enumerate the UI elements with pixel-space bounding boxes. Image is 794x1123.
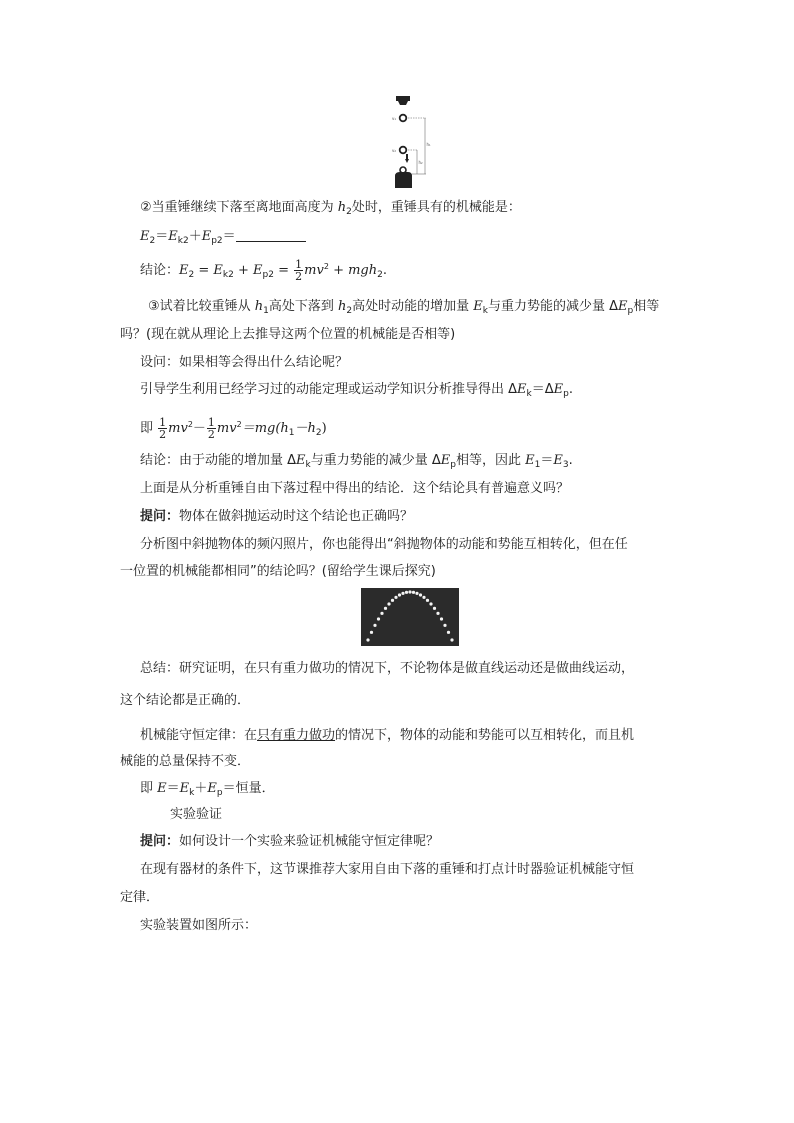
law-equation: 即 $E=E_k+E_p=$恒量．	[140, 781, 275, 798]
projectile-strobe-photo	[361, 588, 459, 646]
strobe-dot	[447, 631, 450, 634]
strobe-dot	[450, 638, 453, 641]
strobe-dot	[373, 624, 376, 627]
label-h1: h₁	[426, 142, 431, 147]
strobe-dot	[440, 617, 443, 620]
strobe-dot	[398, 593, 401, 596]
strobe-dot	[436, 612, 439, 615]
strobe-dot	[412, 591, 415, 594]
fraction-half-2: $\frac{1}{2}$	[207, 416, 215, 441]
setup-paragraph: 实验装置如图所示：	[140, 918, 258, 933]
paragraph-general: 上面是从分析重锤自由下落过程中得出的结论．这个结论具有普遍意义吗？	[140, 481, 570, 496]
falling-weight-figure	[392, 96, 436, 188]
strobe-dot	[394, 596, 397, 599]
guide-paragraph: 引导学生利用已经学习过的动能定理或运动学知识分析推导得出 $\Delta E_k=\Delta E_p$.	[140, 382, 574, 399]
strobe-dot	[419, 593, 422, 596]
strobe-dot	[429, 602, 432, 605]
paragraph-photo-line-1: 分析图中斜抛物体的频闪照片，你也能得出“斜抛物体的动能和势能互相转化，但在任	[140, 537, 628, 552]
strobe-dot	[443, 624, 446, 627]
strobe-dot	[380, 612, 383, 615]
strobe-dot	[408, 590, 411, 593]
strobe-dot	[377, 617, 380, 620]
strobe-dot	[391, 599, 394, 602]
question-1: 设问：如果相等会得出什么结论呢？	[140, 355, 349, 370]
weight-position-1	[400, 115, 407, 122]
strobe-dot	[426, 599, 429, 602]
weight-position-2	[400, 147, 407, 154]
conclusion-2: 结论：由于动能的增加量 $\Delta E_k$与重力势能的减少量 $\Delta E_p$相等，因此 $E_1=E_3$.	[140, 453, 573, 470]
paragraph-2: ②当重锤继续下落至离地面高度为 $h_2$处时，重锤具有的机械能是：	[140, 200, 521, 217]
recommend-line-1: 在现有器材的条件下，这节课推荐大家用自由下落的重锤和打点计时器验证机械能守恒	[140, 862, 635, 877]
paragraph-3-line-2: 吗？(现在就从理论上去推导这两个位置的机械能是否相等)	[120, 327, 456, 342]
answer-blank[interactable]	[236, 229, 306, 242]
recommend-line-2: 定律．	[120, 890, 160, 905]
label-v1: v₁	[392, 116, 396, 121]
paragraph-photo-line-2: 一位置的机械能都相同”的结论吗？(留给学生课后探究)	[120, 564, 436, 579]
law-line-2: 械能的总量保持不变．	[120, 754, 251, 769]
photo-background	[361, 588, 459, 646]
ground-block	[395, 172, 412, 188]
summary-line-2: 这个结论都是正确的．	[120, 693, 251, 708]
strobe-dot	[370, 631, 373, 634]
fall-arrow	[405, 154, 409, 163]
label-h2: h₂	[418, 160, 423, 165]
paragraph-3-line-1: ③试着比较重锤从 $h_1$高处下落到 $h_2$高处时动能的增加量 $E_k$与重力势能的减少量 $\Delta E_p$相等	[148, 299, 660, 316]
section-heading-experiment: 实验验证	[170, 807, 223, 822]
fraction-half-1: $\frac{1}{2}$	[159, 416, 167, 441]
conclusion-1: 结论：$E_2 = E_{k2} + E_{p2}$ = $\frac{1}{2}$ $mv^2 + mgh_2$.	[140, 258, 388, 283]
top-clamp-jaw	[398, 101, 408, 105]
question-3: 提问：如何设计一个实验来验证机械能守恒定律呢？	[140, 834, 440, 849]
strobe-dot	[366, 638, 369, 641]
strobe-dot	[405, 591, 408, 594]
label-v2: v₂	[392, 148, 396, 153]
summary-line-1: 总结：研究证明，在只有重力做功的情况下，不论物体是做直线运动还是做曲线运动，	[140, 661, 635, 676]
strobe-dot	[387, 602, 390, 605]
strobe-dot	[433, 607, 436, 610]
strobe-dot	[384, 607, 387, 610]
top-clamp	[396, 96, 410, 101]
fraction-half: $\frac{1}{2}$	[295, 258, 303, 283]
equation-e2: $E_2=E_{k2}+E_{p2}=$	[140, 228, 306, 250]
strobe-dot	[401, 592, 404, 595]
strobe-dot	[422, 596, 425, 599]
equation-energy-difference: 即 $\frac{1}{2}$ $mv^2-$ $\frac{1}{2}$ $mv^2=mg(h_1-h_2)$	[140, 416, 327, 441]
law-line-1: 机械能守恒定律：在只有重力做功的情况下，物体的动能和势能可以互相转化，而且机	[140, 728, 635, 743]
question-2: 提问：物体在做斜抛运动时这个结论也正确吗？	[140, 509, 414, 524]
strobe-dot	[415, 592, 418, 595]
